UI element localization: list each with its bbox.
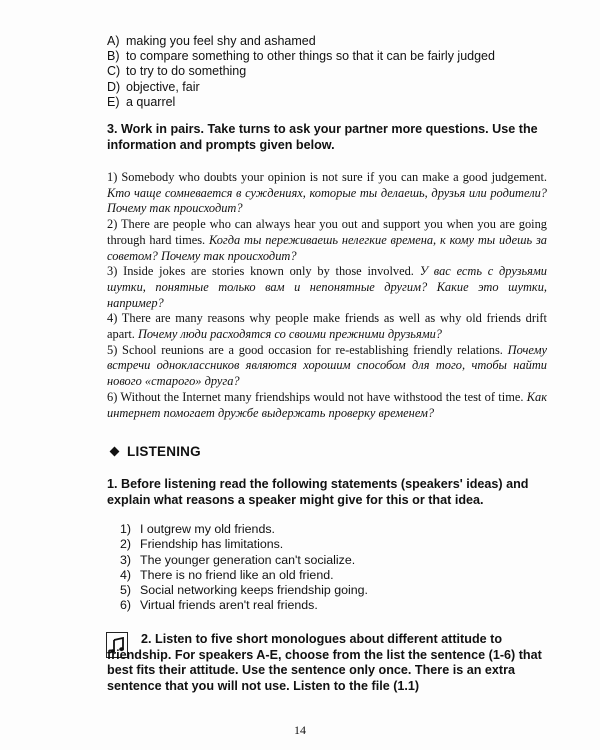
definition-item: A) making you feel shy and ashamed bbox=[107, 34, 316, 48]
definition-item: B) to compare something to other things so that it can be fairly judged bbox=[107, 49, 495, 64]
prompt-item: 2) There are people who can always hear you out and support you when you are going through hard times. Когда ты переживаешь нелегкие времена, к кому ты идешь за советом? Почему так происходит? bbox=[107, 217, 547, 263]
definition-item: E) a quarrel bbox=[107, 94, 176, 109]
task-3-heading: 3. Work in pairs. Take turns to ask your partner more questions. Use the information and prompts given below. bbox=[107, 122, 538, 152]
statement-item: 2) Friendship has limitations. bbox=[120, 537, 284, 552]
page-number: 14 bbox=[294, 723, 306, 737]
prompt-item: 1) Somebody who doubts your opinion is not sure if you can make a good judgement. Кто чаще сомневается в суждениях, которые ты делаешь, друзья или родители? Почему так происходит? bbox=[107, 170, 547, 216]
diamond-bullet-icon bbox=[110, 447, 120, 457]
definitions-list bbox=[107, 34, 495, 110]
statement-item: 6) Virtual friends aren't real friends. bbox=[120, 598, 318, 613]
section-heading: LISTENING bbox=[109, 444, 201, 459]
statement-item: 4) There is no friend like an old friend. bbox=[120, 567, 334, 582]
task-2-heading: 2. Listen to five short monologues about different attitude to friendship. For speakers A-E, choose from the list the sentence (1-6) that best fits their attitude. Use the sentence only once. There is an extra sentence that you will not use. Listen to the file (1.1) bbox=[107, 632, 542, 693]
task-1-heading: 1. Before listening read the following statements (speakers' ideas) and explain what reasons a speaker might give for this or that idea. bbox=[107, 477, 529, 507]
definition-item: D) objective, fair bbox=[107, 79, 200, 94]
statement-item: 3) The younger generation can't socialize. bbox=[120, 552, 356, 567]
prompt-item: 3) Inside jokes are stories known only by those involved. У вас есть с друзьями шутки, понятные только вам и непонятные другим? Какие это шутки, например? bbox=[107, 264, 547, 310]
prompt-item: 6) Without the Internet many friendships would not have withstood the test of time. Как интернет помогает дружбе выдержать проверку временем? bbox=[107, 389, 547, 420]
prompt-item: 5) School reunions are a good occasion for re-establishing friendly relations. Почему встречи одноклассников являются хорошим способом для того, чтобы найти нового «старого» друга? bbox=[107, 342, 547, 389]
prompt-item: 4) There are many reasons why people make friends as well as why old friends drift apart. Почему люди расходятся со своими прежними друзьями? bbox=[107, 311, 547, 342]
definition-item: C) to try to do something bbox=[107, 64, 247, 79]
prompts-list bbox=[107, 170, 547, 421]
statements-list bbox=[120, 522, 368, 614]
statement-item: 1) I outgrew my old friends. bbox=[120, 522, 275, 536]
statement-item: 5) Social networking keeps friendship going. bbox=[120, 583, 368, 598]
